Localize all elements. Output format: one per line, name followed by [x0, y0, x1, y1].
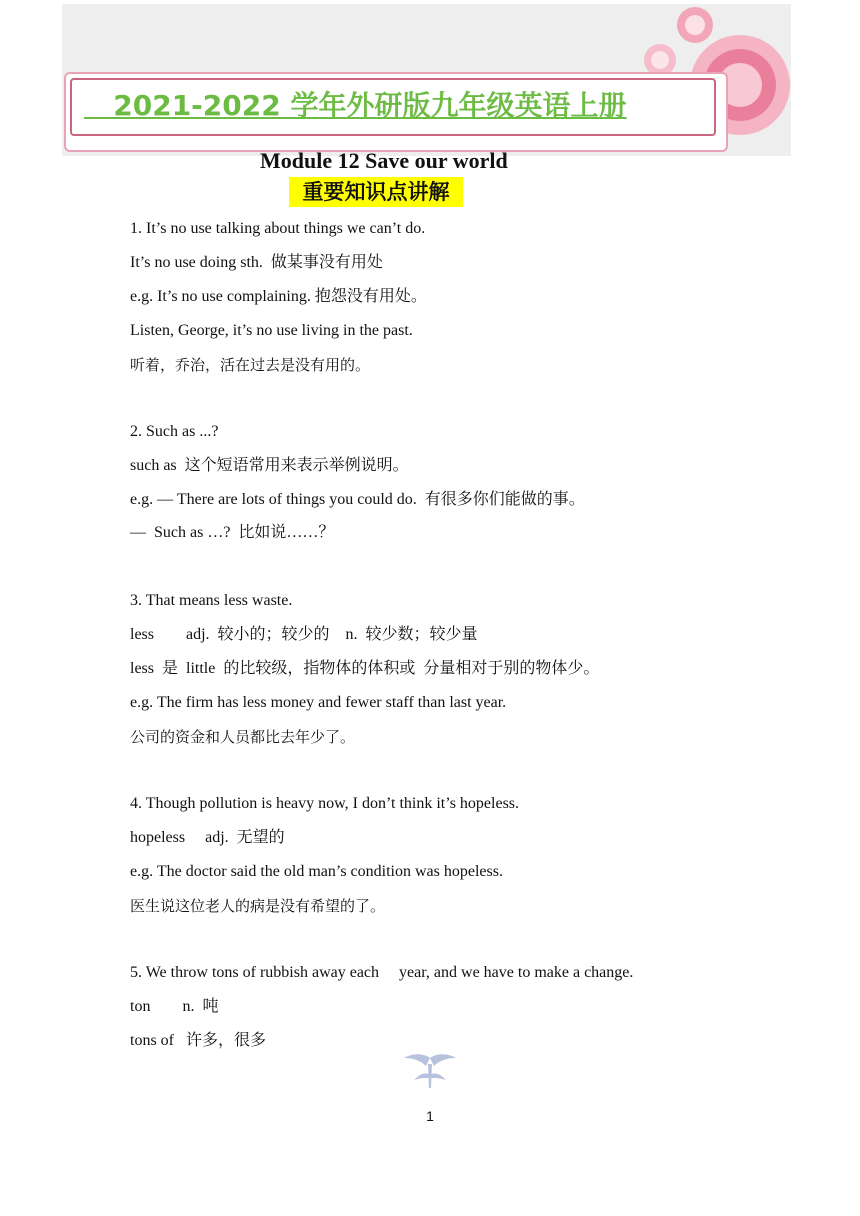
text-line: less adj. 较小的；较少的 n. 较少数；较少量 [130, 626, 478, 643]
page-number: 1 [426, 1108, 434, 1124]
title-box [64, 72, 728, 152]
text-line: e.g. It’s no use complaining. 抱怨没有用处。 [130, 288, 427, 305]
text-line: e.g. The doctor said the old man’s condition was hopeless. [130, 863, 503, 880]
text-line: hopeless adj. 无望的 [130, 829, 285, 846]
text-line: 听着，乔治，活在过去是没有用的。 [130, 356, 371, 374]
text-line: Listen, George, it’s no use living in the past. [130, 322, 413, 339]
text-line: — Such as …? 比如说……？ [130, 524, 335, 541]
section-subtitle: 重要知识点讲解 [289, 177, 463, 207]
text-line: ton n. 吨 [130, 998, 219, 1015]
text-line: 5. We throw tons of rubbish away each year, and we have to make a change. [130, 964, 634, 981]
module-title: Module 12 Save our world [260, 148, 508, 173]
text-line: It’s no use doing sth. 做某事没有用处 [130, 254, 383, 271]
text-line: 4. Though pollution is heavy now, I don’t think it’s hopeless. [130, 795, 520, 812]
text-line: 公司的资金和人员都比去年少了。 [130, 728, 356, 746]
document-title: 2021-2022 学年外研版九年级英语上册 [84, 89, 627, 122]
text-line: such as 这个短语常用来表示举例说明。 [130, 457, 409, 474]
text-line: 3. That means less waste. [130, 592, 293, 609]
text-line: less 是 little 的比较级，指物体的体积或 分量相对于别的物体少。 [130, 660, 600, 677]
text-line: e.g. The firm has less money and fewer staff than last year. [130, 694, 507, 711]
text-line: 2. Such as ...? [130, 423, 219, 440]
text-line: 医生说这位老人的病是没有希望的了。 [130, 897, 386, 915]
text-line: e.g. — There are lots of things you could do. 有很多你们能做的事。 [130, 491, 585, 508]
text-line: 1. It’s no use talking about things we can’t do. [130, 220, 426, 237]
text-line: tons of 许多，很多 [130, 1032, 267, 1049]
decorative-ornament-icon [400, 1050, 460, 1090]
